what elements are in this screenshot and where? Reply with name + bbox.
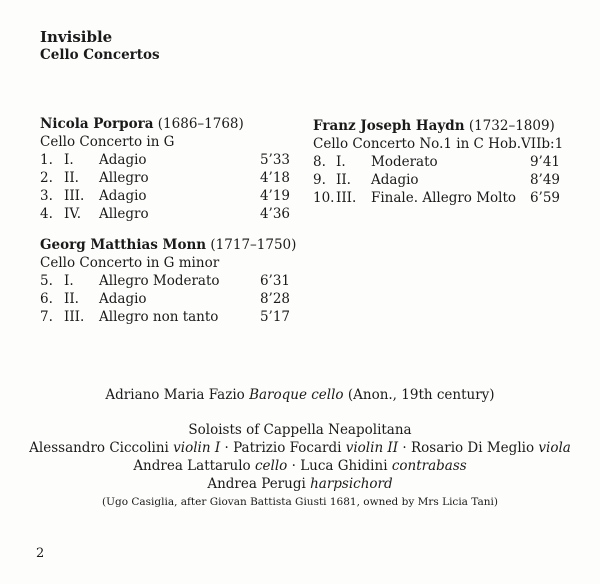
track-time: 5’17 [259,309,290,325]
composer-dates: (1686–1768) [157,116,244,132]
movement-number: I. [64,273,74,289]
track-row [40,152,290,170]
track-row [40,309,290,327]
performer-role: contrabass [391,458,467,474]
track-number: 6. [40,291,53,307]
composer-heading [313,118,555,134]
separator: · [398,440,411,456]
track-name: Adagio [99,152,147,168]
track-row [313,154,560,172]
work-title: Cello Concerto in G [40,134,175,150]
track-name: Adagio [371,172,419,188]
movement-number: IV. [64,206,82,222]
track-time: 6’31 [259,273,290,289]
track-row [313,190,560,208]
credits-line [0,475,600,493]
performer-role: violin I [173,440,221,456]
track-name: Moderato [371,154,438,170]
soloist-instrument: Baroque cello [249,387,344,403]
track-name: Adagio [99,291,147,307]
performer-role: viola [538,440,571,456]
performer-name: Andrea Lattarulo [133,458,251,474]
credits-line [0,439,600,457]
track-name: Allegro non tanto [99,309,219,325]
movement-number: II. [64,170,79,186]
track-time: 8’49 [529,172,560,188]
performer-name: Rosario Di Meglio [410,440,535,456]
composer-name: Georg Matthias Monn [40,237,207,253]
movement-number: III. [64,309,85,325]
soloist-name: Adriano Maria Fazio [105,387,245,403]
composer-name: Nicola Porpora [40,116,154,132]
track-number: 7. [40,309,53,325]
track-name: Allegro Moderato [99,273,220,289]
performer-role: harpsichord [310,476,393,492]
track-row [313,172,560,190]
track-time: 9’41 [529,154,560,170]
performer-name: Alessandro Ciccolini [29,440,169,456]
track-name: Allegro [99,206,149,222]
track-number: 9. [313,172,326,188]
track-number: 2. [40,170,53,186]
credits-soloist [0,386,600,404]
movement-number: I. [336,154,346,170]
track-number: 4. [40,206,53,222]
track-number: 8. [313,154,326,170]
ensemble-name: Soloists of Cappella Neapolitana [188,422,412,438]
composer-dates: (1717–1750) [210,237,297,253]
composer-name: Franz Joseph Haydn [313,118,465,134]
work-title: Cello Concerto in G minor [40,255,220,271]
performer-role: cello [254,458,288,474]
performer-name: Luca Ghidini [300,458,388,474]
track-time: 6’59 [529,190,560,206]
track-time: 8’28 [259,291,290,307]
performer-name: Patrizio Focardi [233,440,342,456]
movement-number: II. [64,291,79,307]
track-time: 4’36 [259,206,290,222]
performer-name: Andrea Perugi [207,476,306,492]
track-name: Allegro [99,170,149,186]
credits-ensemble [0,421,600,511]
track-number: 1. [40,152,53,168]
track-name: Adagio [99,188,147,204]
separator: · [220,440,234,456]
track-number: 10. [313,190,335,206]
soloist-note: (Anon., 19th century) [347,387,495,403]
track-time: 4’18 [259,170,290,186]
instrument-note: (Ugo Casiglia, after Giovan Battista Giusti 1681, owned by Mrs Licia Tani) [102,496,498,508]
track-time: 5’33 [259,152,290,168]
separator: · [287,458,301,474]
credits-line [0,457,600,475]
track-row [40,273,290,291]
movement-number: I. [64,152,74,168]
track-row [40,291,290,309]
movement-number: III. [336,190,357,206]
movement-number: II. [336,172,351,188]
track-number: 3. [40,188,53,204]
track-row [40,206,290,224]
track-time: 4’19 [259,188,290,204]
composer-dates: (1732–1809) [468,118,555,134]
composer-heading [40,116,244,132]
album-title: Invisible [40,28,113,46]
track-row [40,188,290,206]
track-number: 5. [40,273,53,289]
movement-number: III. [64,188,85,204]
track-row [40,170,290,188]
performer-role: violin II [345,440,399,456]
page-number: 2 [36,546,45,561]
album-subtitle: Cello Concertos [40,47,160,63]
work-title: Cello Concerto No.1 in C Hob.VIIb:1 [313,136,564,152]
track-name: Finale. Allegro Molto [371,190,517,206]
composer-heading [40,237,296,253]
